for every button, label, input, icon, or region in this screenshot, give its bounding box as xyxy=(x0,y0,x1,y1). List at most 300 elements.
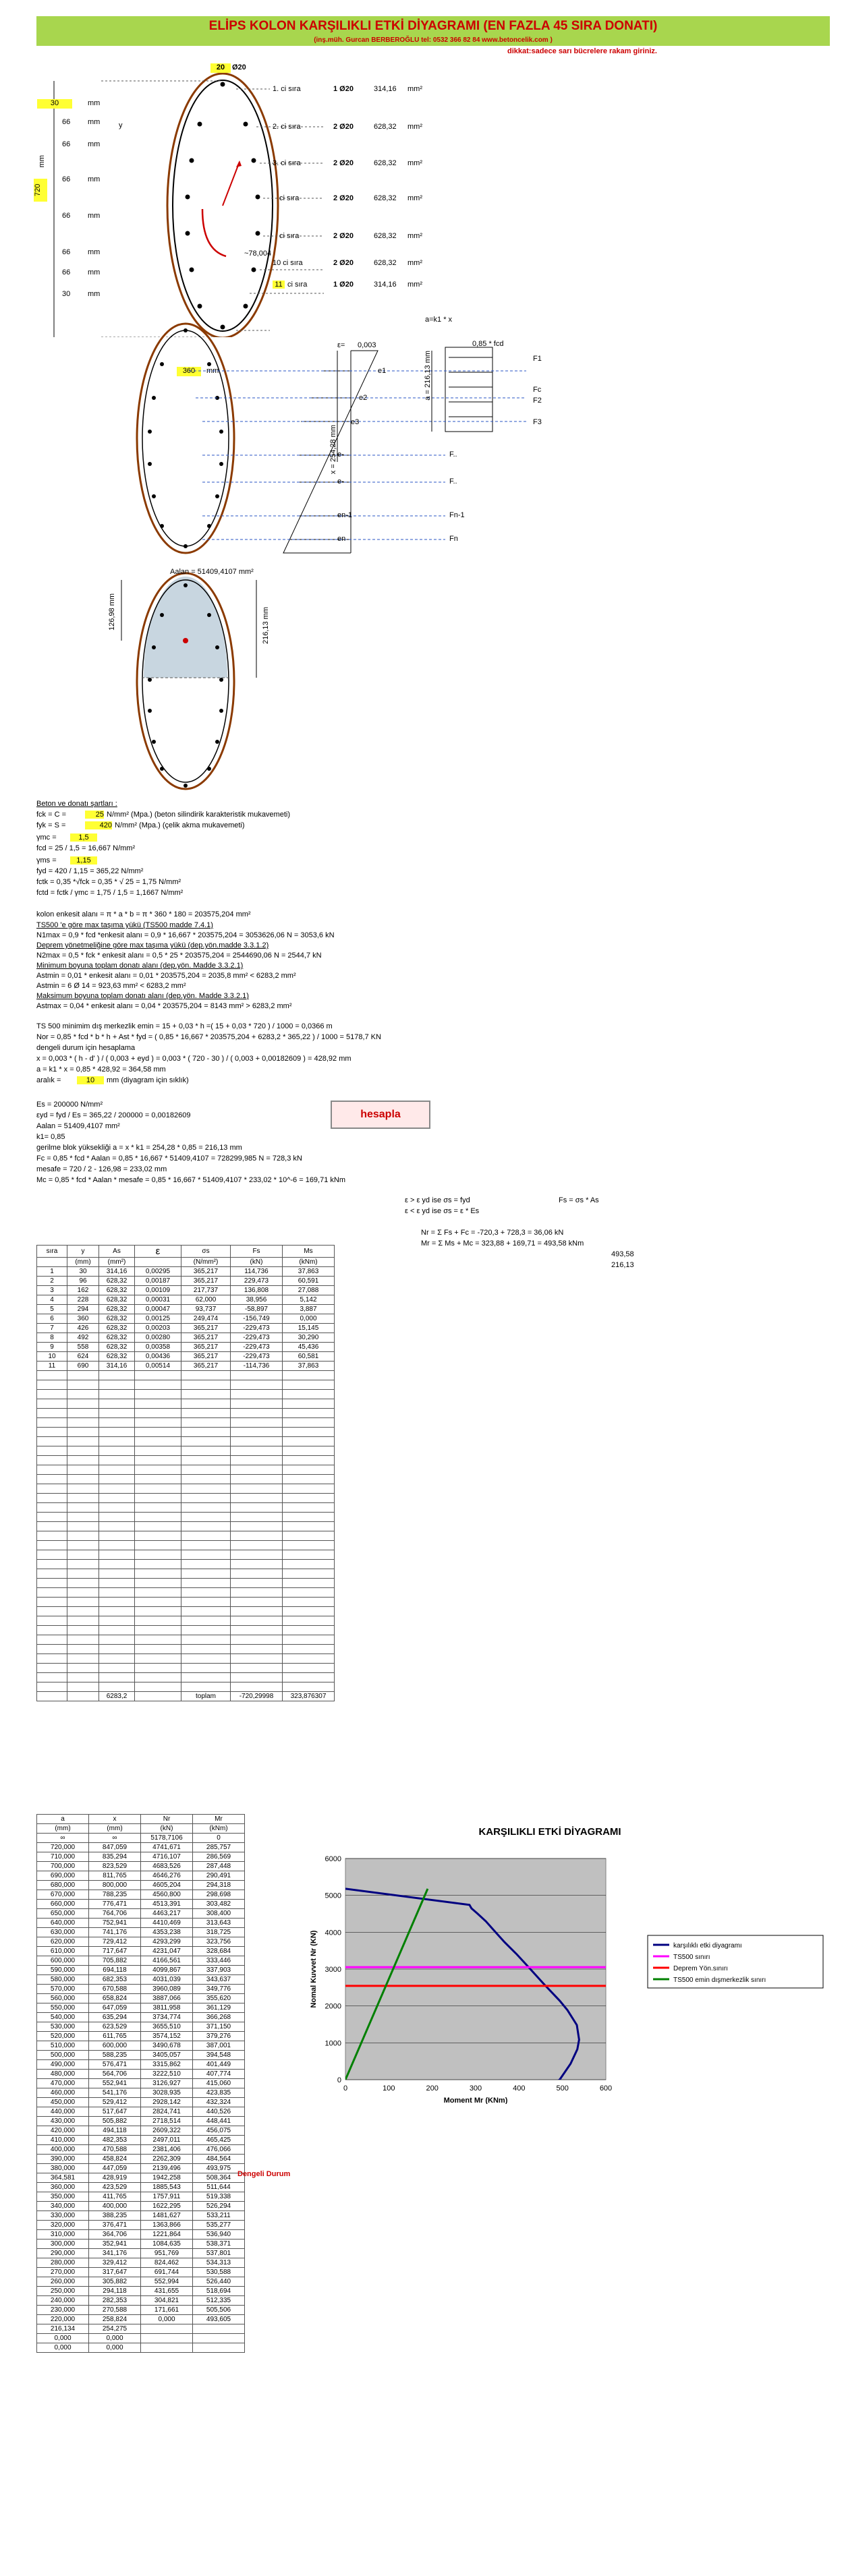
table-cell xyxy=(283,1541,335,1550)
interaction-table-wrap xyxy=(36,1814,245,2353)
y-tick-label: 0 xyxy=(337,2076,341,2084)
table-cell: 3,887 xyxy=(283,1305,335,1314)
table-cell: 4410,469 xyxy=(141,1919,193,1928)
f1-label: F1 xyxy=(533,355,542,363)
legend-label: TS500 emin dışmerkezlik sınırı xyxy=(673,1977,766,1984)
table-cell: 361,129 xyxy=(193,2003,245,2013)
height-input[interactable]: 720 xyxy=(34,179,47,202)
table-row xyxy=(37,2126,245,2136)
formula-5: Mr = Σ Ms + Mc = 323,88 + 169,71 = 493,58 kNm xyxy=(421,1239,584,1248)
table-row xyxy=(37,2277,245,2287)
table-cell: 3574,152 xyxy=(141,2032,193,2041)
table-row xyxy=(37,1937,245,1947)
table-cell xyxy=(283,1645,335,1654)
table-cell xyxy=(37,1607,67,1616)
row-label: ci sıra xyxy=(279,232,300,240)
table-cell xyxy=(67,1513,99,1522)
table-cell: 294,318 xyxy=(193,1881,245,1890)
table-cell xyxy=(283,1598,335,1607)
table-cell xyxy=(181,1475,231,1484)
table-cell: 4683,526 xyxy=(141,1862,193,1871)
table-row xyxy=(37,1437,335,1446)
width-input[interactable]: 360 xyxy=(177,367,201,376)
table-row xyxy=(37,1834,245,1843)
table-cell: 1221,864 xyxy=(141,2230,193,2240)
table-cell: 4463,217 xyxy=(141,1909,193,1919)
table-cell: 60,581 xyxy=(283,1352,335,1362)
table-cell xyxy=(231,1428,283,1437)
eps-label: ε= xyxy=(337,341,345,349)
table-cell: 343,637 xyxy=(193,1975,245,1985)
table-cell xyxy=(181,1522,231,1531)
row-bars: 2 Ø20 xyxy=(333,232,354,240)
table-cell: 0,00436 xyxy=(135,1352,181,1362)
table-cell xyxy=(67,1626,99,1635)
table-cell xyxy=(67,1682,99,1692)
row-area: 628,32 xyxy=(374,159,397,167)
table-cell xyxy=(283,1475,335,1484)
table-cell xyxy=(135,1390,181,1399)
table-row xyxy=(37,1277,335,1286)
table-cell xyxy=(67,1673,99,1682)
calc-line-25: a = k1 * x = 0,85 * 428,92 = 364,58 mm xyxy=(36,1065,166,1074)
table-cell xyxy=(231,1484,283,1494)
table-cell xyxy=(181,1531,231,1541)
fyk-note: N/mm² (Mpa.) (çelik akma mukavemeti) xyxy=(115,821,245,829)
table-cell: 456,075 xyxy=(193,2126,245,2136)
table-cell: 7 xyxy=(37,1324,67,1333)
table-cell: 317,647 xyxy=(89,2268,141,2277)
table-row xyxy=(37,2324,245,2334)
table-cell: 550,000 xyxy=(37,2003,89,2013)
table-cell: 294,118 xyxy=(89,2287,141,2296)
table-cell: 355,620 xyxy=(193,1994,245,2003)
table-cell xyxy=(181,1569,231,1579)
table-cell: 394,548 xyxy=(193,2051,245,2060)
calc-line-3: γmc = xyxy=(36,833,57,842)
col-unit: (kN) xyxy=(231,1258,283,1267)
table-row xyxy=(37,2088,245,2098)
legend-label: karşılıklı etki diyagramı xyxy=(673,1942,742,1950)
table-cell xyxy=(67,1541,99,1550)
table-cell: 285,757 xyxy=(193,1843,245,1852)
table-cell: 250,000 xyxy=(37,2287,89,2296)
table-cell: 45,436 xyxy=(283,1343,335,1352)
table-cell xyxy=(67,1399,99,1409)
formula-3: Fs = σs * As xyxy=(559,1196,599,1204)
table-cell xyxy=(37,1550,67,1560)
chart-title: KARŞILIKLI ETKİ DİYAGRAMI xyxy=(478,1826,621,1838)
table-cell: 628,32 xyxy=(99,1286,135,1295)
table-row xyxy=(37,2306,245,2315)
table-row xyxy=(37,2202,245,2211)
table-cell xyxy=(231,1579,283,1588)
row-label: 3. ci sıra xyxy=(273,159,301,167)
table-cell: 628,32 xyxy=(99,1324,135,1333)
table-cell: 380,000 xyxy=(37,2164,89,2173)
table-cell xyxy=(37,1664,67,1673)
table-cell: 340,000 xyxy=(37,2202,89,2211)
rebar-table xyxy=(36,1245,335,1701)
table-cell: 518,694 xyxy=(193,2287,245,2296)
table-cell: 680,000 xyxy=(37,1881,89,1890)
table-cell: 3405,057 xyxy=(141,2051,193,2060)
table-cell: 530,000 xyxy=(37,2022,89,2032)
strain-diagram xyxy=(0,310,844,566)
last-row-input[interactable]: 11 xyxy=(273,281,285,289)
table-cell xyxy=(99,1484,135,1494)
table-cell: 330,000 xyxy=(37,2211,89,2221)
side-formulas xyxy=(405,1196,810,1304)
table-row xyxy=(37,2013,245,2022)
table-row xyxy=(37,2098,245,2107)
table-cell: 249,474 xyxy=(181,1314,231,1324)
row-label: ci sıra xyxy=(287,281,308,289)
table-cell: 93,737 xyxy=(181,1305,231,1314)
dim-unit-4: mm xyxy=(88,175,101,183)
table-cell xyxy=(37,1484,67,1494)
table-cell: 30 xyxy=(67,1267,99,1277)
table-cell xyxy=(37,1654,67,1664)
table-cell: 470,000 xyxy=(37,2079,89,2088)
table-cell: 552,941 xyxy=(89,2079,141,2088)
calc-line-0: Beton ve donatı şartları : xyxy=(36,800,117,808)
table-cell: 423,835 xyxy=(193,2088,245,2098)
table-cell: 352,941 xyxy=(89,2240,141,2249)
y-tick-label: 2000 xyxy=(325,2002,341,2011)
table-cell xyxy=(135,1635,181,1645)
table-cell xyxy=(37,1541,67,1550)
table-cell xyxy=(231,1371,283,1380)
table-cell xyxy=(37,1560,67,1569)
table-row xyxy=(37,1947,245,1956)
table-cell: 0,00280 xyxy=(135,1333,181,1343)
row-bars: 1 Ø20 xyxy=(333,281,354,289)
table-cell: 27,088 xyxy=(283,1286,335,1295)
table-cell xyxy=(67,1588,99,1598)
table-cell: 533,211 xyxy=(193,2211,245,2221)
table-cell xyxy=(37,1682,67,1692)
table-cell: 400,000 xyxy=(37,2145,89,2155)
table-row xyxy=(37,2296,245,2306)
aralik-label: aralık = xyxy=(36,1076,61,1084)
aralik-note: mm (diyagram için sıklık) xyxy=(107,1076,189,1084)
table-cell: 788,235 xyxy=(89,1890,141,1900)
table-cell xyxy=(181,1428,231,1437)
table-cell xyxy=(231,1598,283,1607)
table-row xyxy=(37,1513,335,1522)
table-cell: 0,000 xyxy=(89,2334,141,2343)
table-cell: 811,765 xyxy=(89,1871,141,1881)
col-header: sıra xyxy=(37,1246,67,1258)
table-cell: 0,00031 xyxy=(135,1295,181,1305)
table-cell xyxy=(67,1654,99,1664)
table-cell: 620,000 xyxy=(37,1937,89,1947)
table-cell: 4166,561 xyxy=(141,1956,193,1966)
table-cell: 824,462 xyxy=(141,2258,193,2268)
table-cell: 11 xyxy=(37,1362,67,1371)
table-cell xyxy=(231,1418,283,1428)
table-cell: 951,769 xyxy=(141,2249,193,2258)
table-cell: 314,16 xyxy=(99,1267,135,1277)
table-cell xyxy=(135,1654,181,1664)
table-cell: 4353,238 xyxy=(141,1928,193,1937)
strain-drawing xyxy=(0,310,844,566)
calc-line-31: k1= 0,85 xyxy=(36,1133,65,1141)
table-cell: 526,440 xyxy=(193,2277,245,2287)
table-cell: 530,588 xyxy=(193,2268,245,2277)
table-cell: 492 xyxy=(67,1333,99,1343)
table-row xyxy=(37,1465,335,1475)
table-cell xyxy=(231,1446,283,1456)
fck-input[interactable]: 25 xyxy=(85,811,104,819)
table-cell: 529,412 xyxy=(89,2098,141,2107)
table-cell xyxy=(99,1390,135,1399)
table-cell: 298,698 xyxy=(193,1890,245,1900)
table-cell: 2718,514 xyxy=(141,2117,193,2126)
top-bar-input[interactable]: 20 xyxy=(210,63,231,73)
table-cell xyxy=(67,1503,99,1513)
table-cell xyxy=(231,1522,283,1531)
width-unit: mm xyxy=(206,367,219,375)
table-cell: 220,000 xyxy=(37,2315,89,2324)
table-cell: 623,529 xyxy=(89,2022,141,2032)
col-header: Ms xyxy=(283,1246,335,1258)
table-cell: 341,176 xyxy=(89,2249,141,2258)
table-cell: 258,824 xyxy=(89,2315,141,2324)
table-cell xyxy=(283,1513,335,1522)
table-cell xyxy=(99,1531,135,1541)
table-cell: 364,581 xyxy=(37,2173,89,2183)
table-cell xyxy=(135,1380,181,1390)
table-cell xyxy=(135,1503,181,1513)
table-cell xyxy=(181,1664,231,1673)
dim-input-1[interactable]: 30 xyxy=(37,99,72,109)
row-area: 314,16 xyxy=(374,281,397,289)
table-cell xyxy=(231,1616,283,1626)
table-cell xyxy=(67,1390,99,1399)
table-cell: 729,412 xyxy=(89,1937,141,1947)
table-cell xyxy=(231,1541,283,1550)
table-row xyxy=(37,2211,245,2221)
f3-label: F3 xyxy=(533,418,542,426)
table-cell: 600,000 xyxy=(37,1956,89,1966)
table-cell: 628,32 xyxy=(99,1343,135,1352)
dim-3: 66 xyxy=(62,140,71,148)
table-cell: 4293,299 xyxy=(141,1937,193,1947)
table-cell: 294 xyxy=(67,1305,99,1314)
table-cell xyxy=(283,1664,335,1673)
table-cell: 60,591 xyxy=(283,1277,335,1286)
table-cell: 3 xyxy=(37,1286,67,1295)
col-header: a xyxy=(37,1815,89,1824)
table-cell: 3315,862 xyxy=(141,2060,193,2070)
input-note: dikkat:sadece sarı bücrelere rakam giriniz. xyxy=(507,47,657,55)
table-cell xyxy=(283,1626,335,1635)
table-row xyxy=(37,1616,335,1626)
table-cell: 8 xyxy=(37,1333,67,1343)
table-cell xyxy=(37,1503,67,1513)
table-cell: 37,863 xyxy=(283,1362,335,1371)
table-cell xyxy=(99,1418,135,1428)
table-cell: 286,569 xyxy=(193,1852,245,1862)
dim-unit-2: mm xyxy=(88,118,101,126)
table-cell xyxy=(67,1579,99,1588)
gmc-input[interactable]: 1,5 xyxy=(70,833,97,842)
table-row xyxy=(37,2183,245,2192)
table-row xyxy=(37,2315,245,2324)
table-cell xyxy=(231,1409,283,1418)
table-cell: 611,765 xyxy=(89,2032,141,2041)
table-cell: 5 xyxy=(37,1305,67,1314)
table-row xyxy=(37,1852,245,1862)
table-cell: 0,000 xyxy=(37,2334,89,2343)
table-row xyxy=(37,2164,245,2173)
table-cell xyxy=(283,1446,335,1456)
table-cell xyxy=(37,1475,67,1484)
table-cell: 365,217 xyxy=(181,1343,231,1352)
gms-input[interactable]: 1,15 xyxy=(70,856,97,865)
row-label: 2. ci sıra xyxy=(273,123,301,131)
table-cell: 4231,047 xyxy=(141,1947,193,1956)
table-row xyxy=(37,1682,335,1692)
calc-line-12: N1max = 0,9 * fcd *enkesit alanı = 0,9 * 16,667 * 203575,204 = 3053626,06 N = 3053,6 kN xyxy=(36,931,335,939)
calc-line-8: fctd = fctk / γmc = 1,75 / 1,5 = 1,1667 N/mm² xyxy=(36,889,184,897)
y-tick-label: 5000 xyxy=(325,1892,341,1900)
table-row xyxy=(37,1503,335,1513)
table-cell: 365,217 xyxy=(181,1352,231,1362)
table-cell xyxy=(135,1475,181,1484)
table-cell: 323,756 xyxy=(193,1937,245,1947)
dim-unit-8: mm xyxy=(88,290,101,298)
table-cell: 538,371 xyxy=(193,2240,245,2249)
table-cell xyxy=(99,1399,135,1409)
dim-216: 216,13 mm xyxy=(262,607,270,645)
table-cell: 3811,958 xyxy=(141,2003,193,2013)
table-cell: 260,000 xyxy=(37,2277,89,2287)
table-cell xyxy=(231,1645,283,1654)
y-tick-label: 3000 xyxy=(325,1966,341,1974)
table-cell: 0,000 xyxy=(89,2343,141,2353)
table-cell xyxy=(141,2334,193,2343)
author-line: (inş.müh. Gurcan BERBEROĞLU tel: 0532 366 82 84 www.betoncelik.com ) xyxy=(314,36,553,44)
table-cell xyxy=(283,1428,335,1437)
table-cell xyxy=(37,1626,67,1635)
table-cell: 303,482 xyxy=(193,1900,245,1909)
table-cell xyxy=(67,1380,99,1390)
title-bar xyxy=(36,16,830,46)
table-cell xyxy=(67,1484,99,1494)
table-cell: 365,217 xyxy=(181,1362,231,1371)
table-cell xyxy=(181,1503,231,1513)
table-cell: 823,529 xyxy=(89,1862,141,1871)
table-cell xyxy=(193,2343,245,2353)
table-cell: -114,736 xyxy=(231,1362,283,1371)
table-cell xyxy=(37,1616,67,1626)
table-cell xyxy=(231,1437,283,1446)
table-cell xyxy=(67,1645,99,1654)
table-cell xyxy=(283,1371,335,1380)
calc-line-35: Mc = 0,85 * fcd * Aalan * mesafe = 0,85 * 16,667 * 51409,4107 * 233,02 * 10^-6 = 169,71 kNm xyxy=(36,1176,346,1184)
a-depth-label: a = 216,13 mm xyxy=(424,351,432,401)
table-header-row xyxy=(37,1815,245,1824)
table-cell xyxy=(181,1616,231,1626)
table-row xyxy=(37,2258,245,2268)
f2-label: F2 xyxy=(533,397,542,405)
table-cell xyxy=(181,1550,231,1560)
table-cell: 590,000 xyxy=(37,1966,89,1975)
table-row xyxy=(37,1626,335,1635)
row-label: ci sıra xyxy=(279,194,300,202)
hesapla-button[interactable]: hesapla xyxy=(331,1101,430,1129)
table-cell xyxy=(181,1588,231,1598)
table-cell: 705,882 xyxy=(89,1956,141,1966)
table-cell: 2928,142 xyxy=(141,2098,193,2107)
table-cell xyxy=(99,1579,135,1588)
table-cell xyxy=(135,1541,181,1550)
table-cell: 365,217 xyxy=(181,1277,231,1286)
table-cell xyxy=(283,1390,335,1399)
aralik-input[interactable]: 10 xyxy=(77,1076,104,1084)
table-cell: 0,00514 xyxy=(135,1362,181,1371)
table-cell xyxy=(283,1522,335,1531)
table-cell: 308,400 xyxy=(193,1909,245,1919)
fyk-input[interactable]: 420 xyxy=(85,821,112,829)
calc-line-1: fck = C = xyxy=(36,811,67,819)
table-cell: 4560,800 xyxy=(141,1890,193,1900)
dim-126: 126,98 mm xyxy=(108,593,116,631)
table-row xyxy=(37,1418,335,1428)
table-cell: 490,000 xyxy=(37,2060,89,2070)
table-cell: 216,134 xyxy=(37,2324,89,2334)
table-cell: 290,000 xyxy=(37,2249,89,2258)
formula-2: ε < ε yd ise σs = ε * Es xyxy=(405,1207,480,1215)
table-cell: 114,736 xyxy=(231,1267,283,1277)
col-header: y xyxy=(67,1246,99,1258)
table-row xyxy=(37,1560,335,1569)
table-cell xyxy=(181,1437,231,1446)
table-cell: 647,059 xyxy=(89,2003,141,2013)
table-cell: 519,338 xyxy=(193,2192,245,2202)
table-cell xyxy=(67,1664,99,1673)
table-cell: 10 xyxy=(37,1352,67,1362)
table-cell xyxy=(99,1446,135,1456)
table-cell xyxy=(135,1579,181,1588)
row-unit: mm² xyxy=(407,232,422,240)
table-cell: 300,000 xyxy=(37,2240,89,2249)
table-cell: 1622,295 xyxy=(141,2202,193,2211)
table-cell xyxy=(135,1399,181,1409)
table-cell: 371,150 xyxy=(193,2022,245,2032)
table-cell: 1084,635 xyxy=(141,2240,193,2249)
x-tick-label: 500 xyxy=(556,2084,569,2092)
table-cell: 431,655 xyxy=(141,2287,193,2296)
table-cell: 4099,867 xyxy=(141,1966,193,1975)
table-cell xyxy=(283,1531,335,1541)
dim-unit-7: mm xyxy=(88,268,101,276)
table-cell: 4031,039 xyxy=(141,1975,193,1985)
table-row xyxy=(37,1985,245,1994)
table-cell xyxy=(181,1598,231,1607)
table-row xyxy=(37,1314,335,1324)
table-cell: 9 xyxy=(37,1343,67,1352)
table-cell xyxy=(135,1371,181,1380)
table-cell xyxy=(99,1588,135,1598)
dengeli-label: Dengeli Durum xyxy=(237,2170,291,2178)
table-cell: 4741,671 xyxy=(141,1843,193,1852)
table-cell: 537,801 xyxy=(193,2249,245,2258)
table-cell: -229,473 xyxy=(231,1324,283,1333)
